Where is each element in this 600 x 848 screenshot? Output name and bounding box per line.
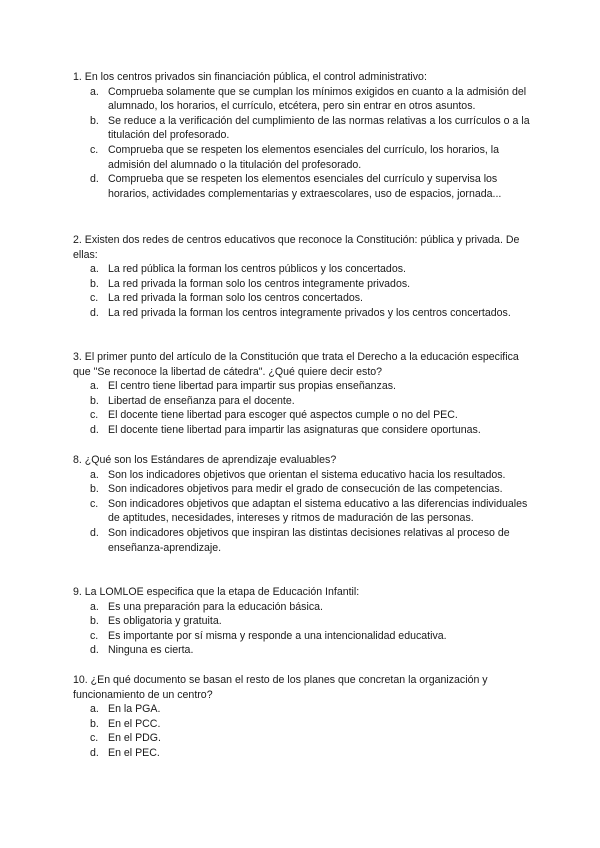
option-a (73, 85, 533, 114)
option-text: Es una preparación para la educación básica. (108, 600, 323, 613)
options-list (73, 702, 533, 760)
option-d (73, 746, 533, 761)
option-c (73, 291, 533, 306)
option-b (73, 482, 533, 497)
option-letter: b. (90, 615, 99, 628)
option-letter: a. (90, 380, 99, 393)
option-text: La red privada la forman solo los centros integramente privados. (108, 277, 411, 290)
option-c (73, 497, 533, 526)
option-letter: d. (90, 746, 99, 759)
option-text: Es obligatoria y gratuita. (108, 615, 222, 628)
option-text: En el PDG. (108, 732, 161, 745)
option-a (73, 379, 533, 394)
option-text: El docente tiene libertad para escoger qué aspectos cumple o no del PEC. (108, 409, 458, 422)
option-text: Son indicadores objetivos que adaptan el sistema educativo a las diferencias individuales de aptitudes, necesidades, intereses y ritmos de maduración de las personas. (108, 497, 528, 525)
option-text: La red privada la forman los centros integramente privados y los centros concertados. (108, 306, 511, 319)
options-list (73, 379, 533, 437)
option-text: Son indicadores objetivos que inspiran las distintas decisiones relativas al proceso de enseñanza-aprendizaje. (108, 526, 510, 554)
option-letter: d. (90, 423, 99, 436)
option-b (73, 394, 533, 409)
question-2 (73, 233, 533, 321)
options-list (73, 262, 533, 320)
option-text: Ninguna es cierta. (108, 644, 194, 657)
option-text: Son los indicadores objetivos que orientan el sistema educativo hacia los resultados. (108, 468, 506, 481)
option-text: Se reduce a la verificación del cumplimiento de las normas relativas a los currículos o a la titulación del profesorado. (108, 114, 530, 142)
option-text: Libertad de enseñanza para el docente. (108, 394, 295, 407)
question-9 (73, 585, 533, 658)
option-letter: a. (90, 85, 99, 98)
option-letter: b. (90, 277, 99, 290)
option-text: Comprueba solamente que se cumplan los mínimos exigidos en cuanto a la admisión del alumnado, los horarios, el currículo, etcétera, pero sin entrar en otros asuntos. (108, 85, 527, 113)
option-text: En el PCC. (108, 717, 161, 730)
options-list (73, 468, 533, 556)
option-letter: c. (90, 143, 99, 156)
options-list (73, 85, 533, 202)
option-b (73, 277, 533, 292)
option-text: Comprueba que se respeten los elementos esenciales del currículo, los horarios, la admisión del alumnado o la titulación del profesorado. (108, 143, 500, 171)
question-10 (73, 673, 533, 761)
option-text: El docente tiene libertad para impartir las asignaturas que considere oportunas. (108, 423, 481, 436)
option-d (73, 526, 533, 555)
option-letter: a. (90, 263, 99, 276)
option-letter: d. (90, 306, 99, 319)
question-text: 10. ¿En qué documento se basan el resto de los planes que concretan la organización y funcionamiento de un centro? (73, 674, 488, 701)
question-text: 1. En los centros privados sin financiación pública, el control administrativo: (73, 71, 427, 83)
option-letter: c. (90, 292, 99, 305)
option-c (73, 731, 533, 746)
option-text: Son indicadores objetivos para medir el grado de consecución de las competencias. (108, 483, 503, 496)
option-text: La red pública la forman los centros públicos y los concertados. (108, 263, 406, 276)
option-d (73, 423, 533, 438)
option-a (73, 702, 533, 717)
option-d (73, 172, 533, 201)
option-letter: b. (90, 717, 99, 730)
option-c (73, 629, 533, 644)
option-text: La red privada la forman solo los centros concertados. (108, 292, 363, 305)
question-text: 2. Existen dos redes de centros educativos que reconoce la Constitución: pública y privada. De ellas: (73, 234, 520, 261)
option-letter: d. (90, 173, 99, 186)
option-text: Comprueba que se respeten los elementos esenciales del currículo y supervisa los horarios, actividades complementarias y extraescolares, uso de espacios, jornada... (108, 173, 502, 200)
option-a (73, 262, 533, 277)
question-8 (73, 453, 533, 555)
question-text: 3. El primer punto del artículo de la Constitución que trata el Derecho a la educación especifica que "Se reconoce la libertad de cátedra". ¿Qué quiere decir esto? (73, 351, 519, 378)
option-letter: b. (90, 394, 99, 407)
option-letter: c. (90, 497, 99, 510)
question-1 (73, 70, 533, 201)
option-text: En la PGA. (108, 703, 161, 716)
option-d (73, 643, 533, 658)
option-a (73, 600, 533, 615)
option-c (73, 143, 533, 172)
option-c (73, 408, 533, 423)
option-letter: c. (90, 409, 99, 422)
option-letter: d. (90, 526, 99, 539)
option-b (73, 614, 533, 629)
option-letter: b. (90, 483, 99, 496)
option-d (73, 306, 533, 321)
option-letter: a. (90, 703, 99, 716)
option-letter: b. (90, 114, 99, 127)
option-letter: a. (90, 468, 99, 481)
question-3 (73, 350, 533, 438)
option-text: El centro tiene libertad para impartir sus propias enseñanzas. (108, 380, 396, 393)
option-letter: c. (90, 629, 99, 642)
option-letter: c. (90, 732, 99, 745)
option-b (73, 114, 533, 143)
option-letter: d. (90, 644, 99, 657)
options-list (73, 600, 533, 658)
option-text: Es importante por sí misma y responde a una intencionalidad educativa. (108, 629, 447, 642)
option-text: En el PEC. (108, 746, 160, 759)
option-a (73, 468, 533, 483)
option-b (73, 717, 533, 732)
option-letter: a. (90, 600, 99, 613)
question-text: 9. La LOMLOE especifica que la etapa de Educación Infantil: (73, 586, 360, 598)
question-text: 8. ¿Qué son los Estándares de aprendizaje evaluables? (73, 454, 337, 466)
